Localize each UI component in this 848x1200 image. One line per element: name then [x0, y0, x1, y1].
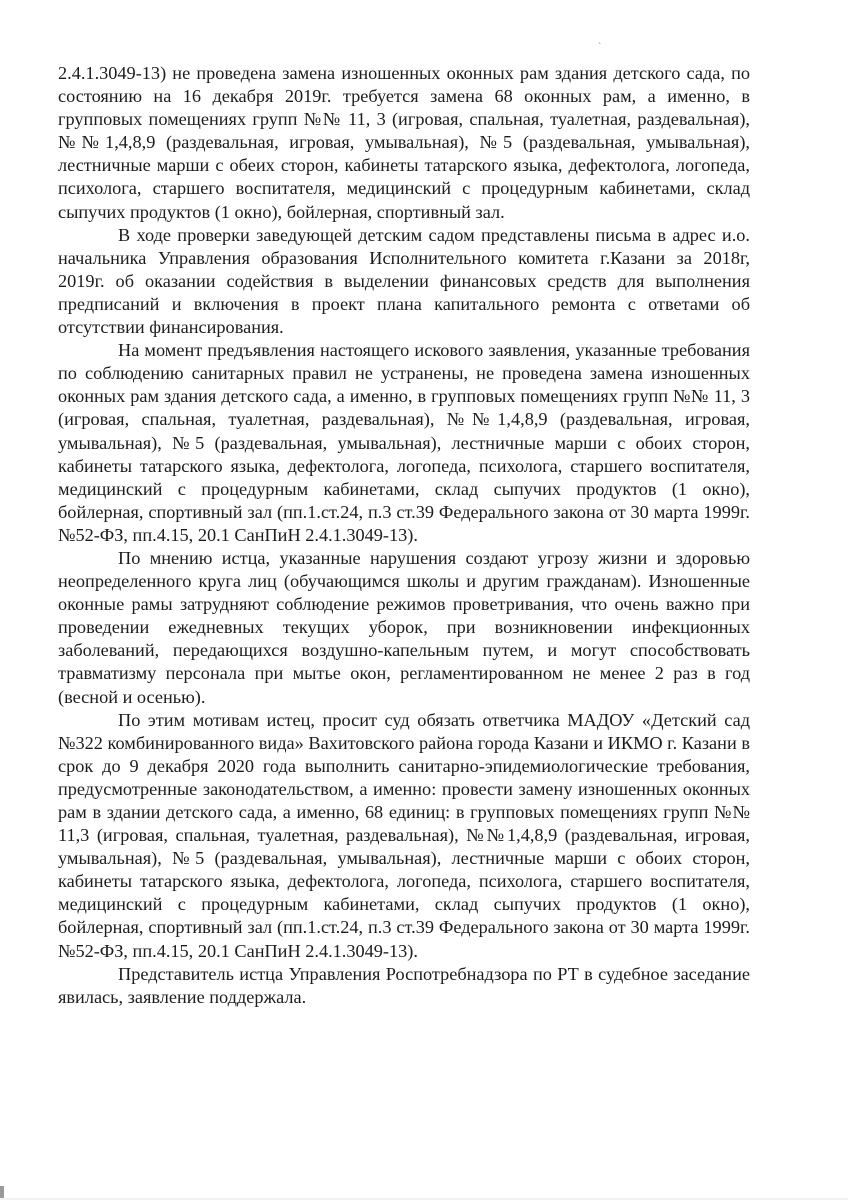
- paragraph-5: По этим мотивам истец, просит суд обязать ответчика МАДОУ «Детский сад №322 комбинированного вида» Вахитовского района города Казани и ИКМО г. Казани в срок до 9 декабря 2020 года выполнить санитарно-эпидемиологические требования, предусмотренные законодательством, а именно: провести замену изношенных оконных рам в здании детского сада, а именно, 68 единиц: в групповых помещениях групп №№ 11,3 (игровая, спальная, туалетная, раздевальная), №№1,4,8,9 (раздевальная, игровая, умывальная), №5 (раздевальная, умывальная), лестничные марши с обоих сторон, кабинеты татарского языка, дефектолога, логопеда, психолога, старшего воспитателя, медицинский с процедурным кабинетами, склад сыпучих продуктов (1 окно), бойлерная, спортивный зал (пп.1.ст.24, п.3 ст.39 Федерального закона от 30 марта 1999г. №52-ФЗ, пп.4.15, 20.1 СанПиН 2.4.1.3049-13).: [58, 709, 750, 961]
- document-body: [58, 62, 750, 1009]
- paragraph-4: По мнению истца, указанные нарушения создают угрозу жизни и здоровью неопределенного круга лиц (обучающимся школы и другим гражданам). Изношенные оконные рамы затрудняют соблюдение режимов проветривания, что очень важно при проведении ежедневных текущих уборок, при возникновении инфекционных заболеваний, передающихся воздушно-капельным путем, и могут способствовать травматизму персонала при мытье окон, регламентированном не менее 2 раз в год (весной и осенью).: [58, 547, 750, 707]
- paragraph-2: В ходе проверки заведующей детским садом представлены письма в адрес и.о. начальника Управления образования Исполнительного комитета г.Казани за 2018г, 2019г. об оказании содействия в выделении финансовых средств для выполнения предписаний и включения в проект плана капитального ремонта с ответами об отсутствии финансирования.: [58, 224, 750, 338]
- paragraph-6: Представитель истца Управления Роспотребнадзора по РТ в судебное заседание явилась, заявление поддержала.: [58, 963, 750, 1007]
- paragraph-3: На момент предъявления настоящего искового заявления, указанные требования по соблюдению санитарных правил не устранены, не проведена замена изношенных оконных рам здания детского сада, а именно, в групповых помещениях групп №№ 11, 3 (игровая, спальная, туалетная, раздевальная), №№1,4,8,9 (раздевальная, игровая, умывальная), №5 (раздевальная, умывальная), лестничные марши с обоих сторон, кабинеты татарского языка, дефектолога, логопеда, психолога, старшего воспитателя, медицинский с процедурным кабинетами, склад сыпучих продуктов (1 окно), бойлерная, спортивный зал (пп.1.ст.24, п.3 ст.39 Федерального закона от 30 марта 1999г. №52-ФЗ, пп.4.15, 20.1 СанПиН 2.4.1.3049-13).: [58, 340, 750, 545]
- scan-speck: `: [598, 42, 602, 53]
- paragraph-1: 2.4.1.3049-13) не проведена замена изношенных оконных рам здания детского сада, по состоянию на 16 декабря 2019г. требуется замена 68 оконных рам, а именно, в групповых помещениях групп №№ 11, 3 (игровая, спальная, туалетная, раздевальная), №№1,4,8,9 (раздевальная, игровая, умывальная), №5 (раздевальная, умывальная), лестничные марши с обеих сторон, кабинеты татарского языка, дефектолога, логопеда, психолога, старшего воспитателя, медицинский с процедурным кабинетами, склад сыпучих продуктов (1 окно), бойлерная, спортивный зал.: [58, 63, 750, 222]
